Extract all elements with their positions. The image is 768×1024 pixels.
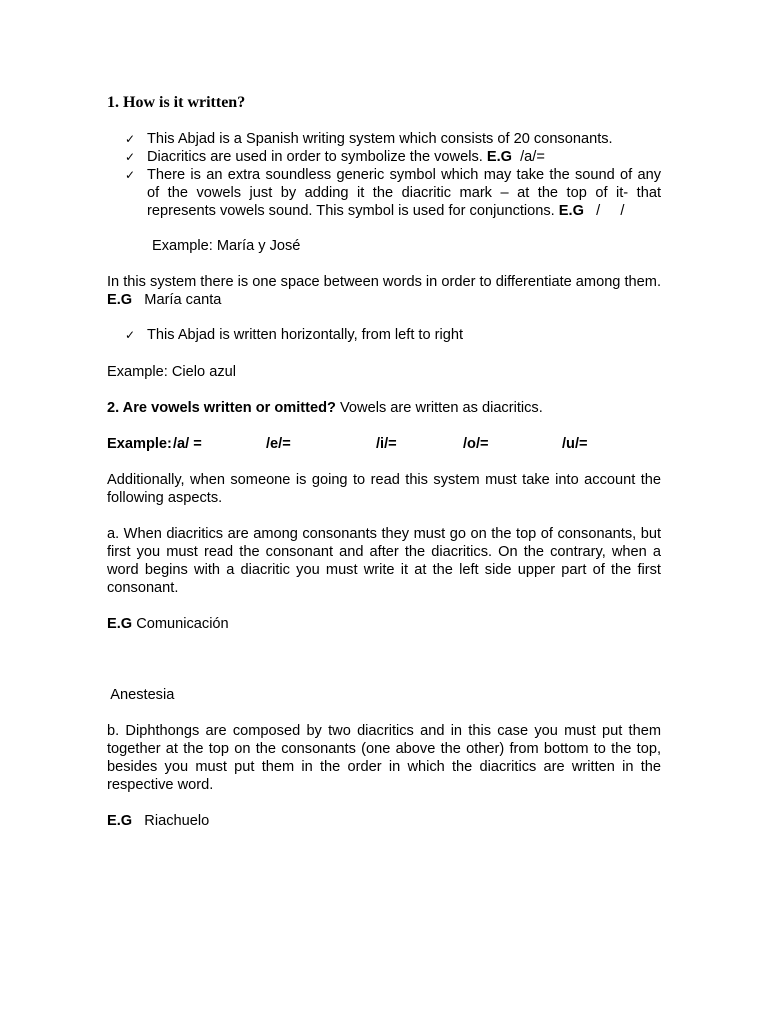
eg-label: E.G [107, 292, 133, 308]
paragraph-word-spacing [107, 273, 661, 309]
paragraph-rule-a: a. When diacritics are among consonants they must go on the top of consonants, but first you must read the consonant and after the diacritics. On the contrary, when a word begins with a diacritic you must write it at the left side upper part of the first consonant. [107, 526, 661, 596]
vowel-example-o: /o/= [463, 436, 489, 452]
eg-value: Comunicación [132, 616, 229, 632]
paragraph-text: In this system there is one space between words in order to differentiate among them. [107, 274, 661, 290]
example-cielo-azul: Example: Cielo azul [107, 364, 236, 380]
list-item-text: Diacritics are used in order to symbolize the vowels. [147, 149, 487, 165]
list-item-text: This Abjad is a Spanish writing system which consists of 20 consonants. [147, 131, 613, 147]
vowel-examples-row [107, 435, 707, 453]
eg-value: María canta [132, 292, 222, 308]
list-item-text: There is an extra soundless generic symbol which may take the sound of any of the vowels just by adding it the diacritic mark – at the top of it- that represents vowels sound. This symbol is used for conjunctions. [147, 167, 661, 219]
eg-value: /a/= [512, 149, 545, 165]
example-riachuelo [107, 812, 661, 830]
vowel-example-a: /a/ = [173, 436, 202, 452]
question-label: 2. Are vowels written or omitted? [107, 400, 336, 416]
checkmark-icon: ✓ [125, 168, 136, 182]
vowel-example-u: /u/= [562, 436, 588, 452]
list-item [125, 130, 661, 148]
list-item [125, 148, 661, 166]
example-comunicacion [107, 615, 661, 633]
checkmark-icon: ✓ [125, 132, 136, 146]
eg-label: E.G [107, 616, 133, 632]
eg-value: Riachuelo [132, 813, 210, 829]
list-item [125, 326, 661, 344]
example-anestesia: Anestesia [107, 687, 175, 703]
question-answer: Vowels are written as diacritics. [335, 400, 543, 416]
section-heading-vowels [107, 399, 661, 417]
eg-label: E.G [107, 813, 133, 829]
direction-checklist [125, 326, 661, 344]
checkmark-icon: ✓ [125, 150, 136, 164]
checkmark-icon: ✓ [125, 328, 136, 342]
paragraph-rule-b: b. Diphthongs are composed by two diacritics and in this case you must put them together at the top on the consonants (one above the other) from bottom to the top, besides you must put them in the order in which the diacritics are written in the respective word. [107, 723, 661, 793]
feature-checklist [125, 130, 661, 220]
vowel-example-e: /e/= [266, 436, 291, 452]
eg-value: / / [583, 203, 625, 219]
list-item-text: This Abjad is written horizontally, from left to right [147, 327, 464, 343]
section-heading-how-written: 1. How is it written? [107, 94, 246, 111]
paragraph-additionally: Additionally, when someone is going to read this system must take into account the following aspects. [107, 472, 661, 506]
example-maria-jose: Example: María y José [152, 238, 301, 254]
eg-label: E.G [558, 203, 584, 219]
eg-label: E.G [486, 149, 512, 165]
vowel-examples-label: Example: [107, 436, 172, 452]
list-item [125, 166, 661, 220]
vowel-example-i: /i/= [376, 436, 397, 452]
